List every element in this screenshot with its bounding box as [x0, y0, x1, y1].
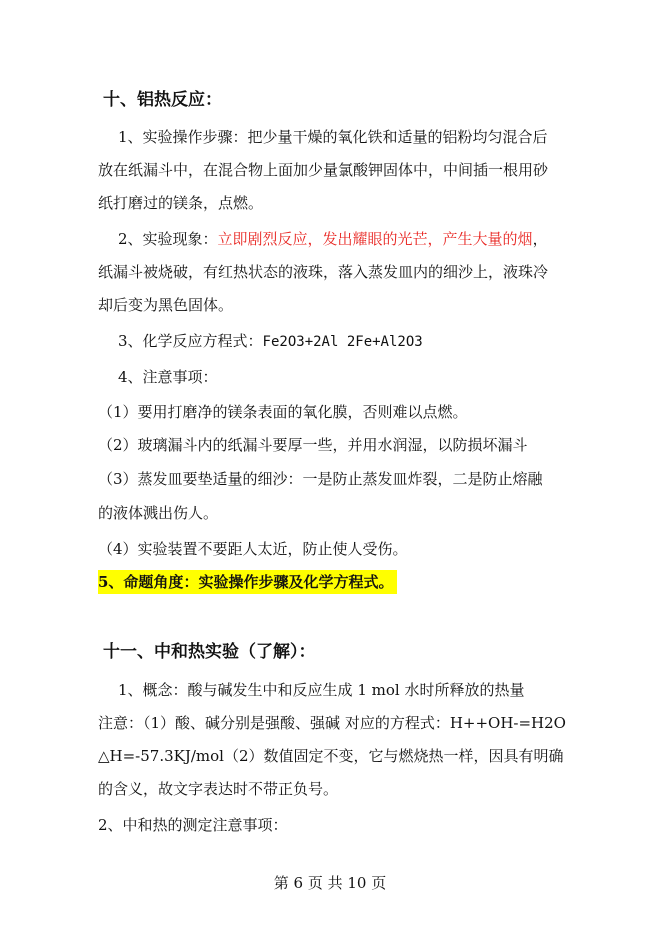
step-1-line-2: 放在纸漏斗中，在混合物上面加少量氯酸钾固体中，中间插一根用砂	[98, 161, 549, 179]
note-3-line-1: （3）蒸发皿要垫适量的细沙：一是防止蒸发皿炸裂，二是防止熔融	[98, 470, 543, 488]
note-line-1: 注意：（1）酸、碱分别是强酸、强碱 对应的方程式：H++OH-=H2O	[98, 714, 566, 732]
concept-line: 1、概念：酸与碱发生中和反应生成 1 mol 水时所释放的热量	[118, 681, 525, 699]
step-3-label: 3、化学反应方程式：	[118, 332, 263, 350]
step-4-label: 4、注意事项：	[118, 368, 218, 386]
section-11-title: 十一、中和热实验（了解）：	[103, 642, 316, 662]
step-2-line-2: 纸漏斗被烧破，有红热状态的液珠，落入蒸发皿内的细沙上，液珠冷	[98, 263, 549, 281]
note-3-line-2: 的液体溅出伤人。	[98, 504, 219, 522]
step-3-equation: Fe2O3+2Al 2Fe+Al2O3	[262, 334, 423, 350]
note-1: （1）要用打磨净的镁条表面的氧化膜，否则难以点燃。	[98, 403, 468, 421]
step-1-line-3: 纸打磨过的镁条，点燃。	[98, 194, 264, 212]
step-2-highlight: 立即剧烈反应，发出耀眼的光芒，产生大量的烟	[217, 230, 533, 248]
note-line-3: 的含义，故文字表达时不带正负号。	[98, 780, 339, 798]
step-5-text: 5、命题角度：实验操作步骤及化学方程式。	[98, 570, 397, 594]
step-3-line	[118, 331, 423, 352]
page-footer: 第 6 页 共 10 页	[273, 874, 387, 892]
step-2-line-3: 却后变为黑色固体。	[98, 296, 234, 314]
note-4: （4）实验装置不要距人太近，防止使人受伤。	[98, 540, 408, 558]
measure-line: 2、中和热的测定注意事项：	[98, 816, 288, 834]
step-2-line-1	[118, 229, 548, 249]
step-2-prefix: 2、实验现象：	[118, 230, 218, 248]
step-1-line-1: 1、实验操作步骤：把少量干燥的氧化铁和适量的铝粉均匀混合后	[118, 128, 548, 146]
note-line-2: △H=-57.3KJ/mol（2）数值固定不变，它与燃烧热一样，因具有明确	[98, 747, 564, 765]
step-2-suffix: ，	[532, 230, 548, 248]
section-10-title: 十、铝热反应：	[103, 90, 222, 110]
note-2: （2）玻璃漏斗内的纸漏斗要厚一些，并用水润湿，以防损坏漏斗	[98, 436, 528, 454]
step-5-highlight	[98, 572, 397, 592]
